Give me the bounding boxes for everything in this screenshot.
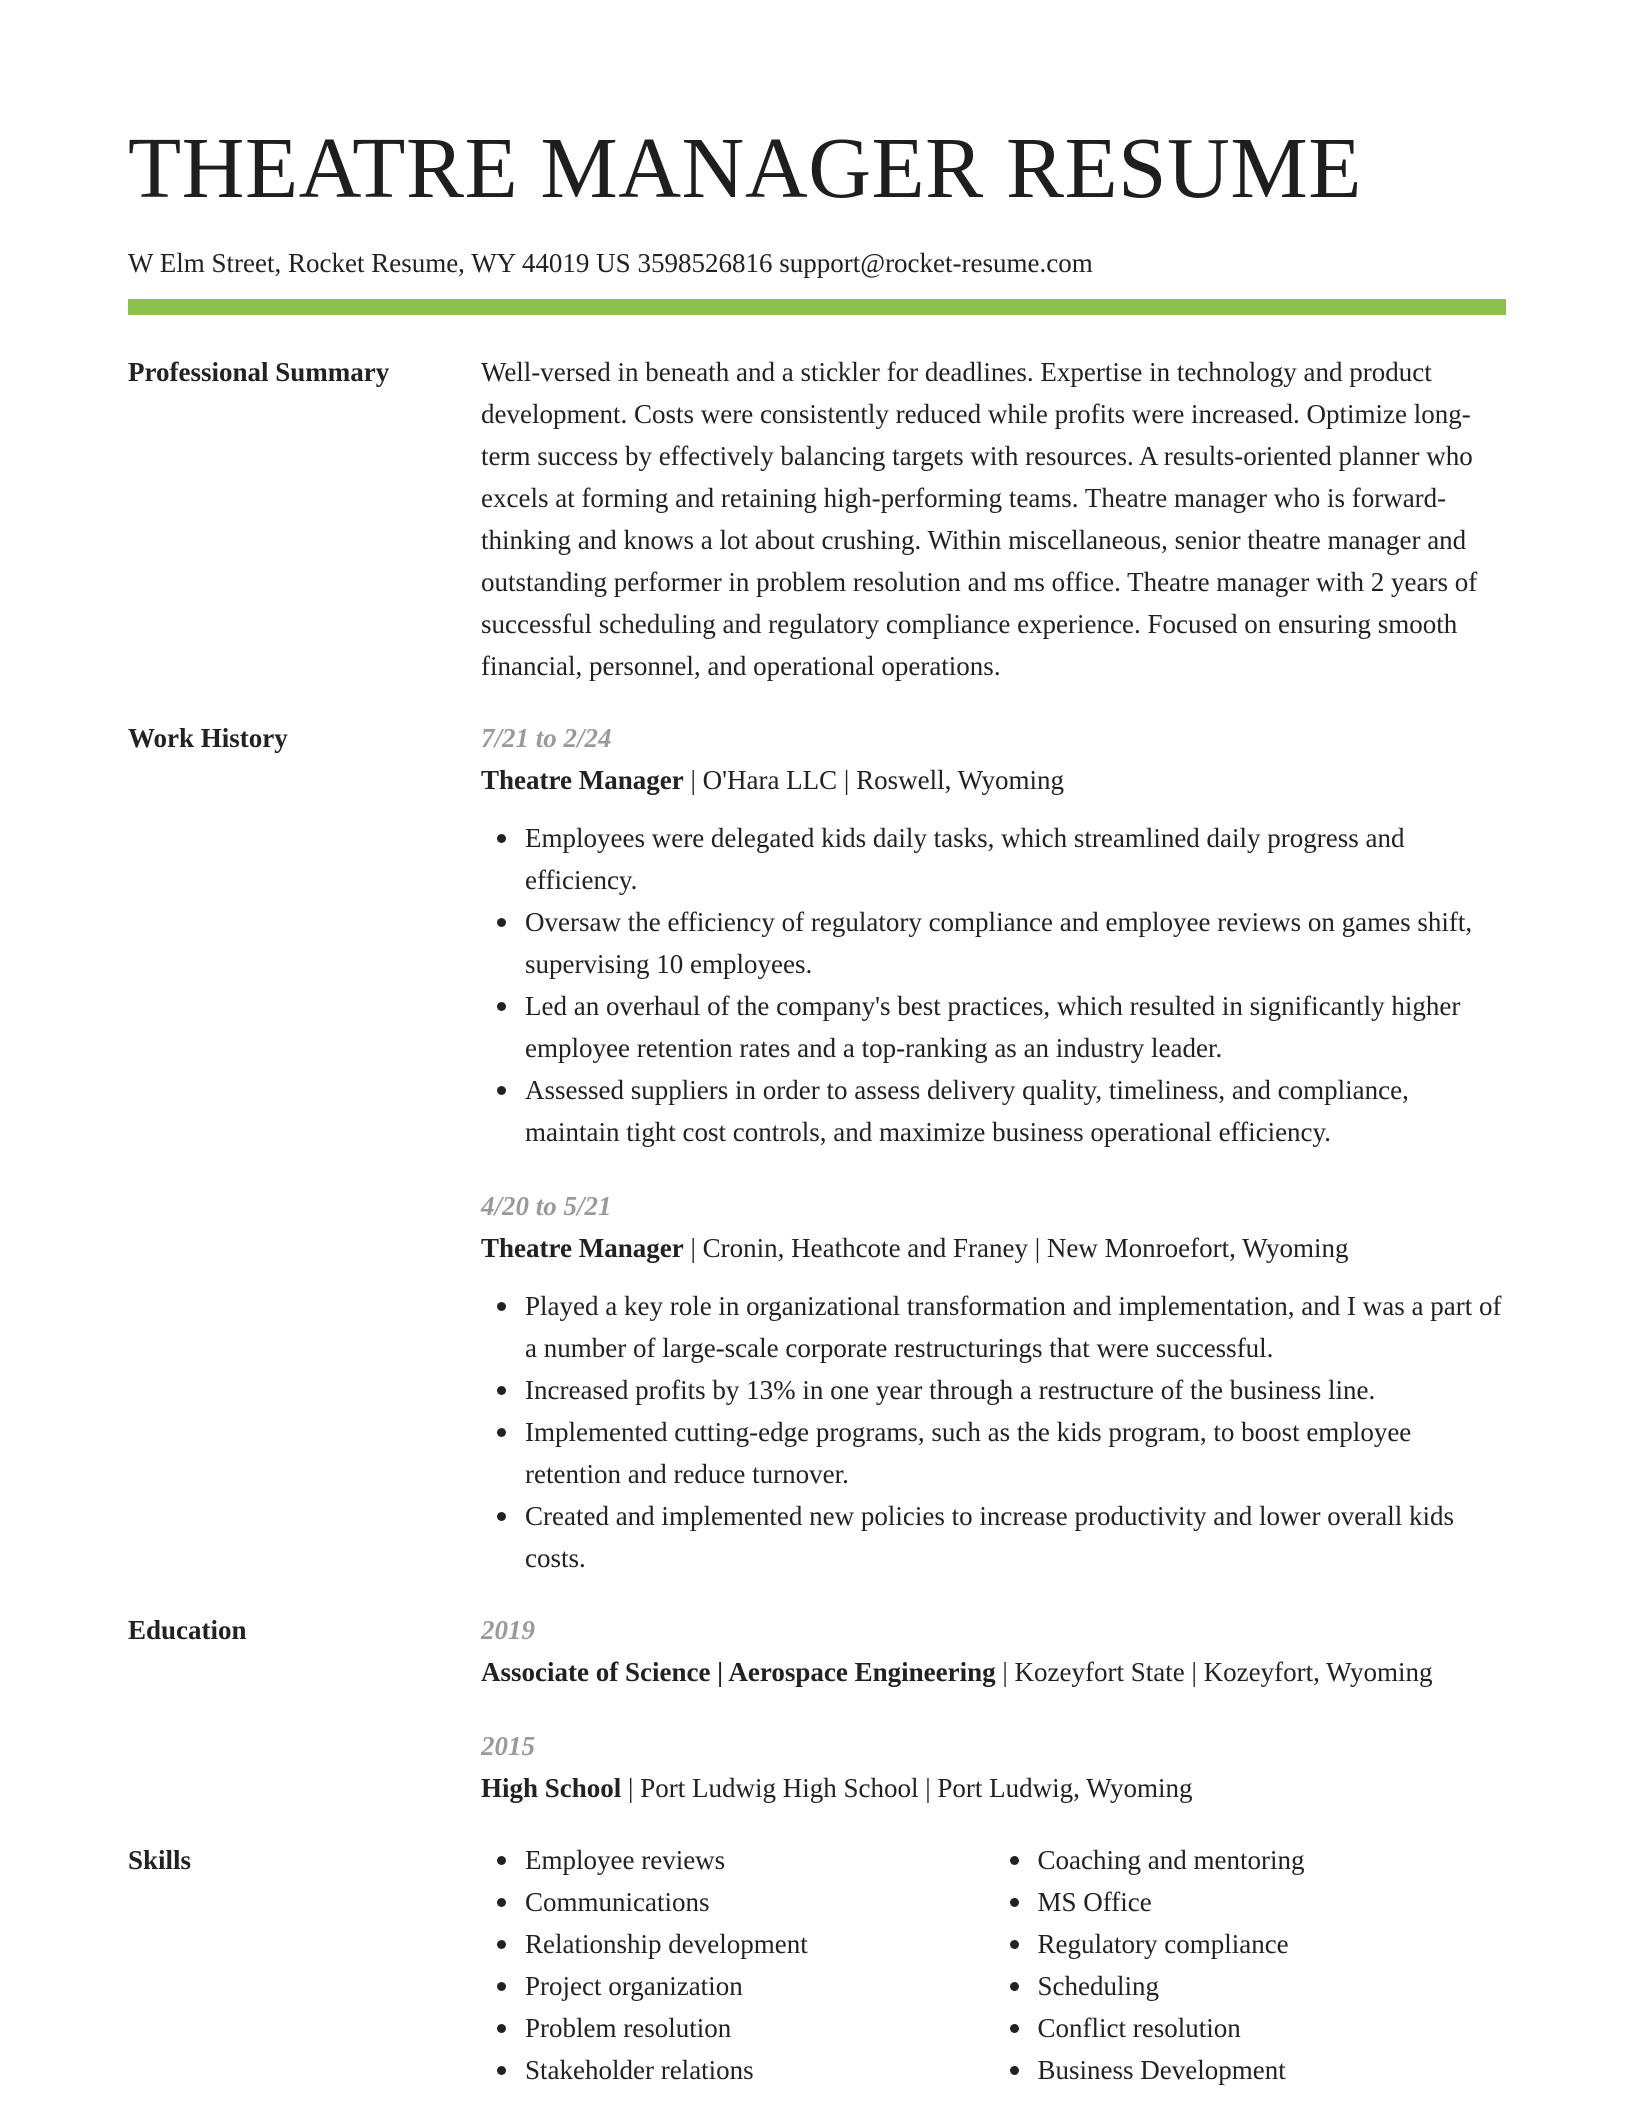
skill-item: Employee reviews [525,1839,994,1881]
contact-phone: 3598526816 [637,248,773,278]
header-divider [128,299,1506,315]
job-role-line [481,1227,1506,1269]
job-title: Theatre Manager [481,1233,684,1263]
education-entry [481,1725,1506,1809]
skill-item: Regulatory compliance [1038,1923,1507,1965]
job-title: Theatre Manager [481,765,684,795]
skill-item: Communications [525,1881,994,1923]
education-degree: Associate of Science | Aerospace Engineering [481,1657,996,1687]
job-bullet: Oversaw the efficiency of regulatory compliance and employee reviews on games shift, supervising 10 employees. [525,901,1506,985]
education-entry [481,1609,1506,1693]
summary-heading: Professional Summary [128,357,390,387]
contact-email: support@rocket-resume.com [779,248,1093,278]
job-details: | O'Hara LLC | Roswell, Wyoming [683,765,1064,795]
job-role-line [481,759,1506,801]
contact-address: W Elm Street, Rocket Resume, WY 44019 US [128,248,631,278]
job-dates: 4/20 to 5/21 [481,1191,612,1221]
work-history-heading: Work History [128,723,288,753]
job-bullets [481,817,1506,1153]
skills-section [128,1839,1506,2091]
job-bullet: Assessed suppliers in order to assess delivery quality, timeliness, and compliance, maintain tight cost controls, and maximize business operational efficiency. [525,1069,1506,1153]
skill-item: Business Development [1038,2049,1507,2091]
job-bullet: Led an overhaul of the company's best practices, which resulted in significantly higher employee retention rates and a top-ranking as an industry leader. [525,985,1506,1069]
education-section [128,1609,1506,1809]
work-history-section [128,717,1506,1579]
education-heading: Education [128,1615,247,1645]
resume-title: THEATRE MANAGER RESUME [128,119,1362,216]
skill-item: Project organization [525,1965,994,2007]
education-details: | Port Ludwig High School | Port Ludwig, Wyoming [621,1773,1193,1803]
job-entry [481,1185,1506,1579]
education-line [481,1767,1506,1809]
summary-section [128,351,1506,687]
skill-item: Conflict resolution [1038,2007,1507,2049]
education-details: | Kozeyfort State | Kozeyfort, Wyoming [995,1657,1433,1687]
skill-item: Stakeholder relations [525,2049,994,2091]
skill-item: Scheduling [1038,1965,1507,2007]
job-bullet: Created and implemented new policies to increase productivity and lower overall kids costs. [525,1495,1506,1579]
skills-column-left [481,1839,994,2091]
education-line [481,1651,1506,1693]
skill-item: Relationship development [525,1923,994,1965]
job-bullet: Employees were delegated kids daily tasks, which streamlined daily progress and efficiency. [525,817,1506,901]
skill-item: MS Office [1038,1881,1507,1923]
education-year: 2015 [481,1731,535,1761]
skill-item: Coaching and mentoring [1038,1839,1507,1881]
job-entry [481,717,1506,1153]
skills-heading: Skills [128,1845,192,1875]
education-degree: High School [481,1773,622,1803]
resume-page [128,118,1506,2091]
summary-text: Well-versed in beneath and a stickler for deadlines. Expertise in technology and product development. Costs were consistently reduced while profits were increased. Optimize long-term success by effectively balancing targets with resources. A results-oriented planner who excels at forming and retaining high-performing teams. Theatre manager who is forward-thinking and knows a lot about crushing. Within miscellaneous, senior theatre manager and outstanding performer in problem resolution and ms office. Theatre manager with 2 years of successful scheduling and regulatory compliance experience. Focused on ensuring smooth financial, personnel, and operational operations. [481,357,1478,681]
skill-item: Problem resolution [525,2007,994,2049]
education-year: 2019 [481,1615,535,1645]
job-bullet: Increased profits by 13% in one year through a restructure of the business line. [525,1369,1506,1411]
skills-grid [481,1839,1506,2091]
job-bullet: Played a key role in organizational transformation and implementation, and I was a part of a number of large-scale corporate restructurings that were successful. [525,1285,1506,1369]
job-bullets [481,1285,1506,1579]
job-details: | Cronin, Heathcote and Franey | New Monroefort, Wyoming [683,1233,1349,1263]
job-dates: 7/21 to 2/24 [481,723,612,753]
skills-column-right [994,1839,1507,2091]
job-bullet: Implemented cutting-edge programs, such as the kids program, to boost employee retention and reduce turnover. [525,1411,1506,1495]
contact-line [128,246,1506,280]
